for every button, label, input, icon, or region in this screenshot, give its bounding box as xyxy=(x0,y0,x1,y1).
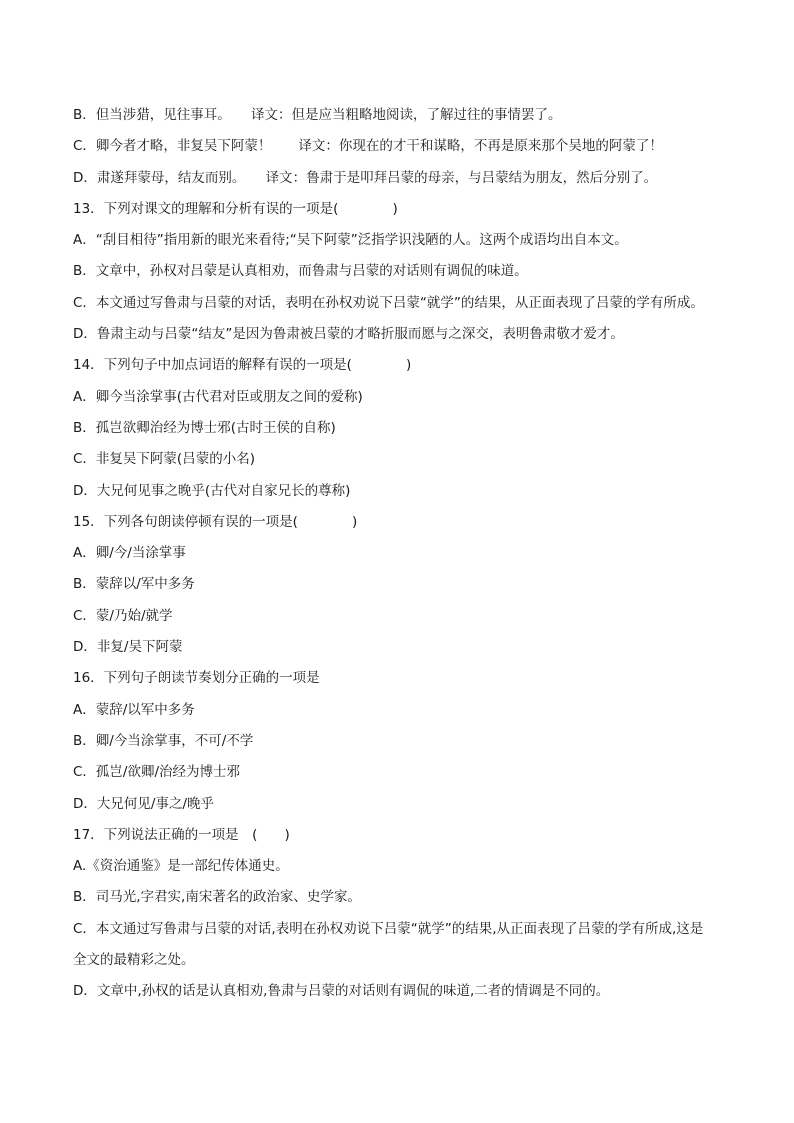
option-line: C．孤岂/欲卿/治经为博士邪 xyxy=(73,764,241,781)
option-line: D．大兄何见/事之/晚乎 xyxy=(73,795,214,812)
question-14-stem: 14．下列句子中加点词语的解释有误的一项是( ) xyxy=(73,357,412,374)
option-line: B．蒙辞以/军中多务 xyxy=(73,576,195,593)
option-line: A．卿/今/当涂掌事 xyxy=(73,545,186,562)
option-line: C．卿今者才略，非复吴下阿蒙！ 译文：你现在的才干和谋略，不再是原来那个吴地的阿蒙了！ xyxy=(73,138,663,155)
option-line: D．大兄何见事之晚乎(古代对自家兄长的尊称) xyxy=(73,482,351,499)
option-line: B．孤岂欲卿治经为博士邪(古时王侯的自称) xyxy=(73,419,336,436)
option-line: B．卿/今当涂掌事，不可/不学 xyxy=(73,732,254,749)
option-line: C．本文通过写鲁肃与吕蒙的对话，表明在孙权劝说下吕蒙“就学”的结果，从正面表现了吕蒙的学有所成。 xyxy=(73,294,704,311)
option-line: D．肃遂拜蒙母，结友而别。 译文：鲁肃于是叩拜吕蒙的母亲，与吕蒙结为朋友，然后分别了。 xyxy=(73,169,658,186)
option-line: C．蒙/乃始/就学 xyxy=(73,607,173,624)
option-line: A．卿今当涂掌事(古代君对臣或朋友之间的爱称) xyxy=(73,388,363,405)
question-15-stem: 15．下列各句朗读停顿有误的一项是( ) xyxy=(73,513,358,530)
option-line: A.《资治通鉴》是一部纪传体通史。 xyxy=(73,858,289,875)
option-line: A．“刮目相待”指用新的眼光来看待;“吴下阿蒙”泛指学识浅陋的人。这两个成语均出自本文。 xyxy=(73,232,628,249)
question-13-stem: 13．下列对课文的理解和分析有误的一项是( ) xyxy=(73,200,398,217)
option-line: B．但当涉猎，见往事耳。 译文：但是应当粗略地阅读，了解过往的事情罢了。 xyxy=(73,107,562,123)
option-line: B．司马光,字君实,南宋著名的政治家、史学家。 xyxy=(73,889,361,906)
option-line: D．文章中,孙权的话是认真相劝,鲁肃与吕蒙的对话则有调侃的味道,二者的情调是不同的。 xyxy=(73,983,610,1000)
question-17-stem: 17．下列说法正确的一项是 ( ) xyxy=(73,826,290,843)
option-line: B．文章中，孙权对吕蒙是认真相劝，而鲁肃与吕蒙的对话则有调侃的味道。 xyxy=(73,263,528,280)
option-line: A．蒙辞/以军中多务 xyxy=(73,701,195,718)
question-16-stem: 16．下列句子朗读节奏划分正确的一项是 xyxy=(73,670,320,687)
option-line: C．非复吴下阿蒙(吕蒙的小名) xyxy=(73,451,255,468)
question-text-block xyxy=(73,100,733,1008)
option-line: D．非复/吴下阿蒙 xyxy=(73,639,183,656)
option-line-continued: 全文的最精彩之处。 xyxy=(73,952,195,969)
option-line: C．本文通过写鲁肃与吕蒙的对话,表明在孙权劝说下吕蒙“就学”的结果,从正面表现了吕蒙的学有所成,这是 xyxy=(73,920,704,937)
option-line: D．鲁肃主动与吕蒙“结友”是因为鲁肃被吕蒙的才略折服而愿与之深交，表明鲁肃敬才爱才。 xyxy=(73,326,624,343)
